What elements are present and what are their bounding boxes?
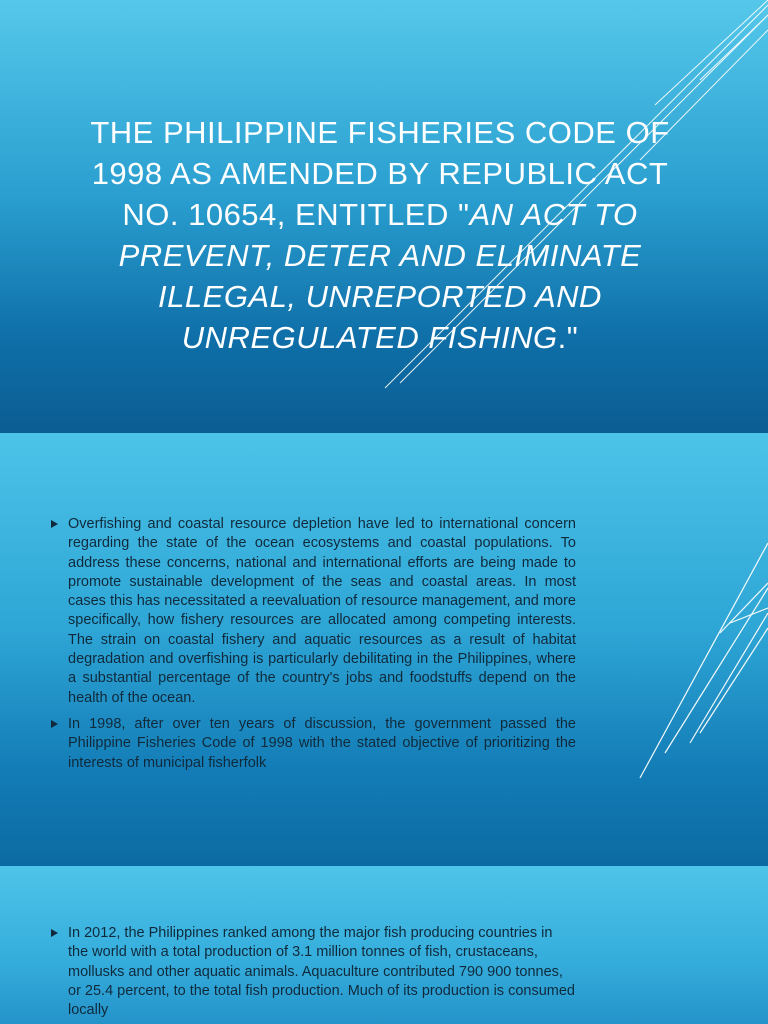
triangle-bullet-icon — [51, 720, 58, 728]
title-text-end: ." — [557, 320, 579, 355]
bullet-text: Overfishing and coastal resource depletion have led to international concern regarding the state of the ocean ecosystems and coastal populations. To address these concerns, national and international efforts are being made to promote sustainable development of the seas and coastal areas. In most cases this has necessitated a reevaluation of resource management, and more specifically, how fishery resources are allocated among competing interests. The strain on coastal fishery and aquatic resources as a result of habitat degradation and overfishing is particularly debilitating in the Philippines, where a substantial percentage of the country's jobs and foodstuffs depend on the health of the ocean. — [68, 516, 576, 706]
triangle-bullet-icon — [51, 520, 58, 528]
bullet-item — [48, 515, 576, 708]
title-italic-text: AN ACT TO PREVENT, DETER AND ELIMINATE ILLEGAL, UNREPORTED AND UNREGULATED FISHING — [118, 197, 642, 355]
slide-body — [48, 515, 576, 780]
triangle-bullet-icon — [51, 929, 58, 937]
slide-body — [48, 924, 576, 1024]
slide-title — [80, 112, 680, 358]
content-slide — [0, 433, 768, 866]
title-text: THE PHILIPPINE FISHERIES CODE OF 1998 AS AMENDED BY REPUBLIC ACT NO. 10654, ENTITLED " — [90, 115, 670, 232]
bullet-item — [48, 924, 576, 1020]
content-slide — [0, 866, 768, 1024]
bullet-item — [48, 715, 576, 773]
title-slide — [0, 0, 768, 433]
bullet-text: In 2012, the Philippines ranked among the major fish producing countries in the world with a total production of 3.1 million tonnes of fish, crustaceans, mollusks and other aquatic animals. Aquaculture contributed 790 900 tonnes, or 25.4 percent, to the total fish production. Much of its production is consumed locally — [68, 925, 575, 1019]
bullet-text: In 1998, after over ten years of discussion, the government passed the Philippine Fisheries Code of 1998 with the stated objective of prioritizing the interests of municipal fisherfolk — [68, 715, 576, 771]
